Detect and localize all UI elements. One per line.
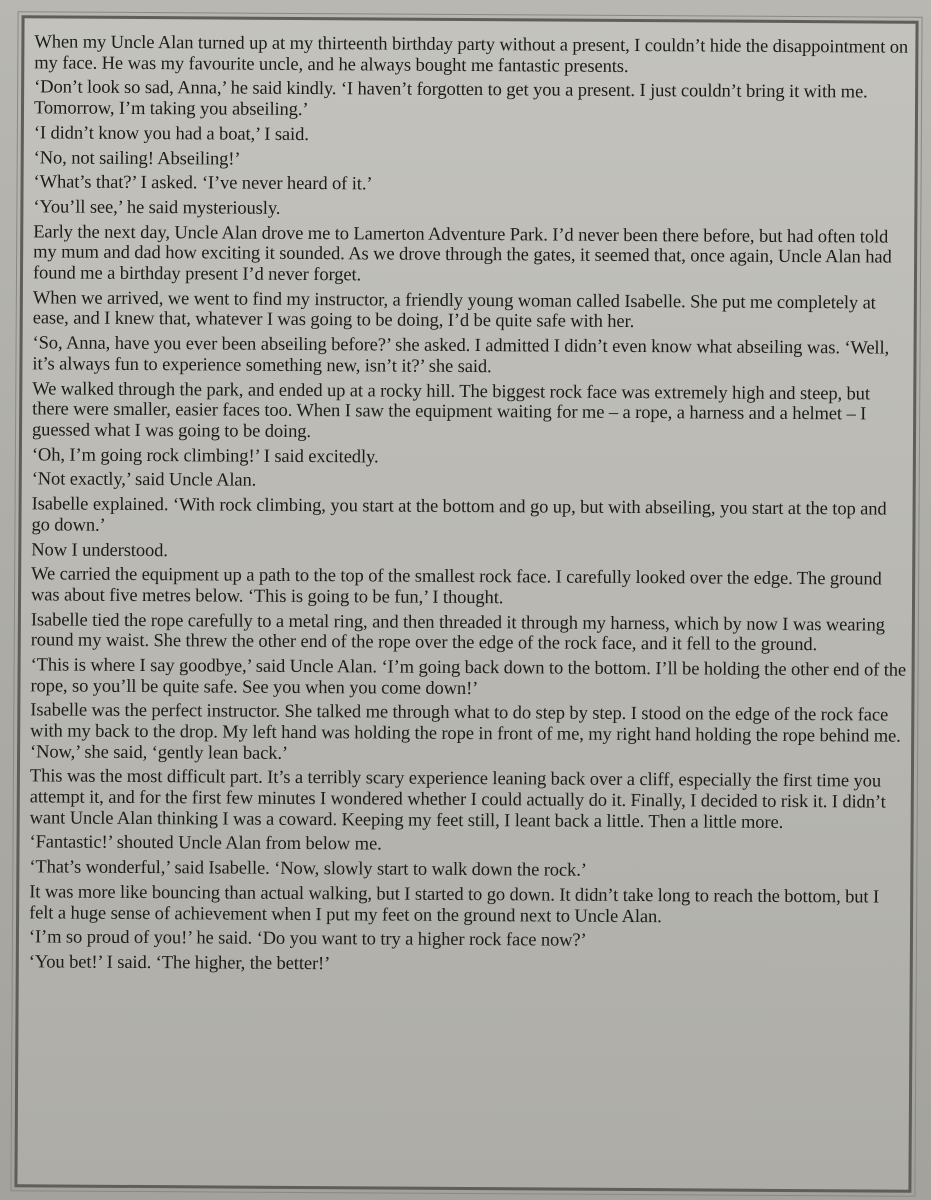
- paragraph: When my Uncle Alan turned up at my thirteenth birthday party without a present, I couldn’t hide the disappointment on my face. He was my favourite uncle, and he always bought me fantastic presents.: [34, 32, 909, 77]
- paragraph: ‘Not exactly,’ said Uncle Alan.: [31, 469, 257, 492]
- paragraph: ‘No, not sailing! Abseiling!’: [33, 147, 241, 170]
- paragraph: Early the next day, Uncle Alan drove me to Lamerton Adventure Park. I’d never been there before, but had often told my mum and dad how exciting it sounded. As we drove through the gates, it seemed that, once again, Uncle Alan had found me a birthday present I’d never forget.: [32, 222, 892, 286]
- paragraph: ‘Fantastic!’ shouted Uncle Alan from below me.: [29, 832, 382, 855]
- paragraph: ‘Oh, I’m going rock climbing!’ I said excitedly.: [31, 444, 379, 468]
- paragraph: When we arrived, we went to find my instructor, a friendly young woman called Isabelle. She put me completely at ease, and I knew that, whatever I was going to be doing, I’d be quite safe with her.: [32, 288, 876, 333]
- paragraph: ‘I didn’t know you had a boat,’ I said.: [33, 123, 309, 145]
- paragraph: ‘You bet!’ I said. ‘The higher, the better!’: [28, 952, 331, 975]
- paragraph: ‘That’s wonderful,’ said Isabelle. ‘Now, slowly start to walk down the rock.’: [29, 857, 587, 881]
- paragraph: We walked through the park, and ended up at a rocky hill. The biggest rock face was extremely high and steep, but there were smaller, easier faces too. When I saw the equipment waiting for me – a rope, a harness and a helmet – I guessed what I was going to be doing.: [31, 378, 870, 442]
- paragraph: ‘I’m so proud of you!’ he said. ‘Do you want to try a higher rock face now?’: [28, 927, 587, 952]
- paragraph: Isabelle explained. ‘With rock climbing, you start at the bottom and go up, but with abseiling, you start at the top and go down.’: [31, 494, 887, 536]
- paragraph: Isabelle was the perfect instructor. She talked me through what to do step by step. I stood on the edge of the rock face with my back to the drop. My left hand was holding the rope in front of me, my right hand holding the rope behind me. ‘Now,’ she said, ‘gently lean back.’: [30, 700, 901, 764]
- paragraph: ‘Don’t look so sad, Anna,’ he said kindly. ‘I haven’t forgotten to get you a present. I just couldn’t bring it with me. Tomorrow, I’m taking you abseiling.’: [33, 77, 868, 120]
- paragraph: This was the most difficult part. It’s a terribly scary experience leaning back over a cliff, especially the first time you attempt it, and for the first few minutes I wondered whether I could actually do it. Finally, I decided to risk it. I didn’t want Uncle Alan thinking I was a coward. Keeping my feet still, I leant back a little. Then a little more.: [29, 766, 886, 833]
- paragraph: ‘So, Anna, have you ever been abseiling before?’ she asked. I admitted I didn’t even know what abseiling was. ‘Well, it’s always fun to experience something new, isn’t it?’ she said.: [32, 333, 890, 377]
- paragraph: It was more like bouncing than actual walking, but I started to go down. It didn’t take long to reach the bottom, but I felt a huge sense of achievement when I put my feet on the ground next to Uncle Alan.: [29, 882, 880, 927]
- story-text: [29, 32, 911, 982]
- paragraph: ‘What’s that?’ I asked. ‘I’ve never heard of it.’: [33, 172, 373, 195]
- paragraph: Isabelle tied the rope carefully to a metal ring, and then threaded it through my harness, which by now I was wearing round my waist. She threw the other end of the rope over the edge of the rock face, and it fell to the ground.: [30, 609, 885, 656]
- printed-page: [14, 15, 918, 1192]
- paragraph: Now I understood.: [31, 539, 168, 561]
- paragraph: We carried the equipment up a path to the top of the smallest rock face. I carefully looked over the edge. The ground was about five metres below. ‘This is going to be fun,’ I thought.: [30, 564, 882, 609]
- paragraph: ‘You’ll see,’ he said mysteriously.: [33, 197, 281, 219]
- paragraph: ‘This is where I say goodbye,’ said Uncle Alan. ‘I’m going back down to the bottom. I’ll be holding the other end of the rope, so you’ll be quite safe. See you when you come down!’: [30, 655, 907, 699]
